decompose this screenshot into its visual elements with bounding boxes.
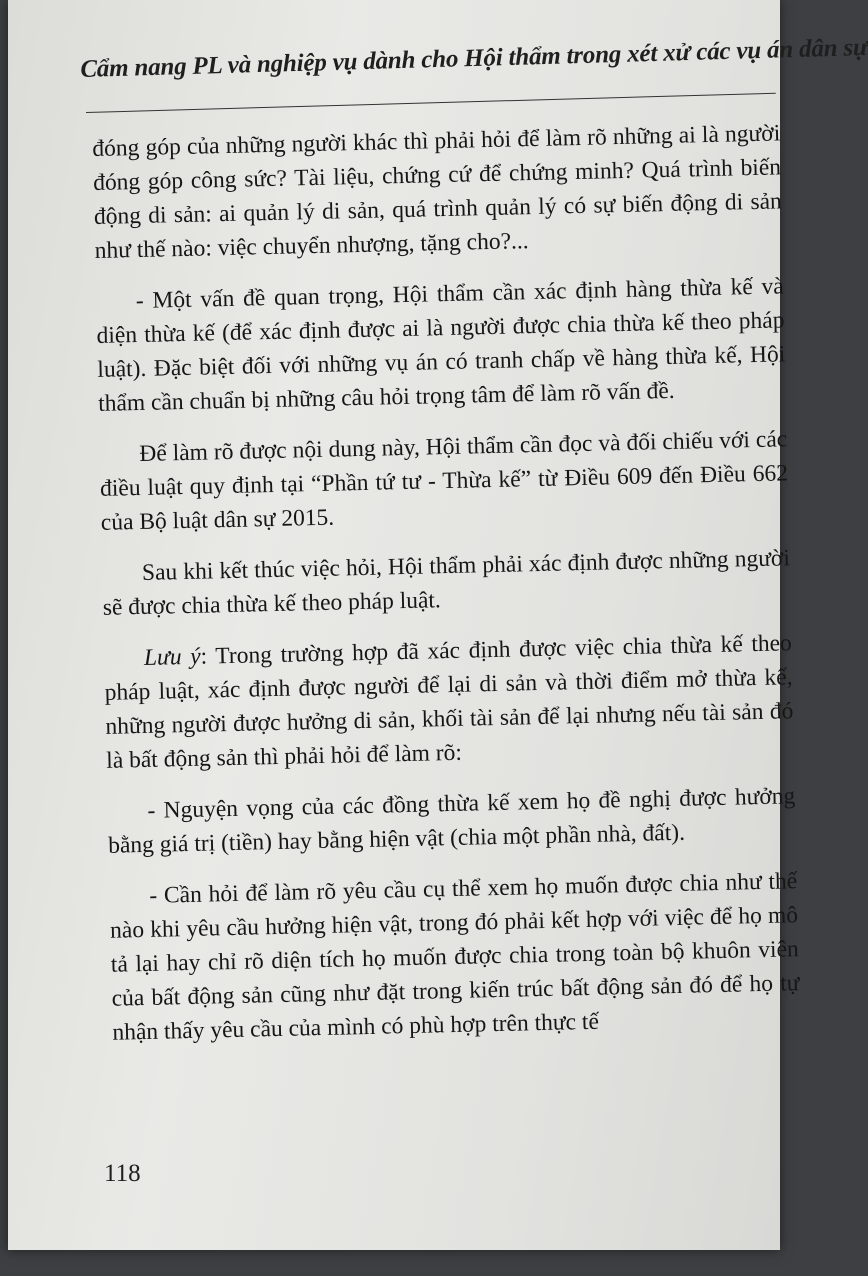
bullet-item: - Cần hỏi để làm rõ yêu cầu cụ thể xem họ muốn được chia như thế nào khi yêu cầu hưởng hiện vật, trong đó phải kết hợp với việc để họ mô tả lại hay chỉ rõ diện tích họ muốn được chia trong toàn bộ khuôn viên của bất động sản cũng như đặt trong kiến trúc bất động sản đó để họ tự nhận thấy yêu cầu của mình có phù hợp trên thực tế bbox=[109, 868, 800, 1046]
running-header: Cẩm nang PL và nghiệp vụ dành cho Hội thẩm trong xét xử các vụ án dân sự bbox=[80, 34, 868, 83]
bullet-item: - Nguyện vọng của các đồng thừa kế xem họ đề nghị được hưởng bằng giá trị (tiền) hay bằng hiện vật (chia một phần nhà, đất). bbox=[107, 783, 796, 859]
paragraph-heirs: - Một vấn đề quan trọng, Hội thẩm cần xác định hàng thừa kế và diện thừa kế (để xác định được ai là người được chia thừa kế theo pháp luật). Đặc biệt đối với những vụ án có tranh chấp về hàng thừa kế, Hội thẩm cần chuẩn bị những câu hỏi trọng tâm để làm rõ vấn đề. bbox=[96, 273, 786, 417]
body-text bbox=[92, 116, 801, 1066]
paragraph-reference: Để làm rõ được nội dung này, Hội thẩm cần đọc và đối chiếu với các điều luật quy định tại “Phần tứ tư - Thừa kế” từ Điều 609 đến Điều 662 của Bộ luật dân sự 2015. bbox=[99, 426, 789, 536]
book-page bbox=[8, 0, 868, 1250]
note-label: Lưu ý bbox=[143, 643, 201, 671]
paragraph-conclusion: Sau khi kết thúc việc hỏi, Hội thẩm phải xác định được những người sẽ được chia thừa kế theo pháp luật. bbox=[102, 545, 791, 621]
paragraph-continued: đóng góp của những người khác thì phải hỏi để làm rõ những ai là người đóng góp công sức? Tài liệu, chứng cứ để chứng minh? Quá trình biến động di sản: ai quản lý di sản, quá trình quản lý có sự biến động di sản như thế nào: việc chuyển nhượng, tặng cho?... bbox=[92, 120, 783, 264]
note-text: : Trong trường hợp đã xác định được việc chia thừa kế theo pháp luật, xác định được người để lại di sản và thời điểm mở thừa kế, những người được hưởng di sản, khối tài sản để lại nhưng nếu tài sản đó là bất động sản thì phải hỏi để làm rõ: bbox=[104, 630, 794, 774]
header-rule bbox=[86, 93, 776, 113]
paragraph-note bbox=[104, 626, 795, 778]
page-number: 118 bbox=[104, 1160, 141, 1187]
